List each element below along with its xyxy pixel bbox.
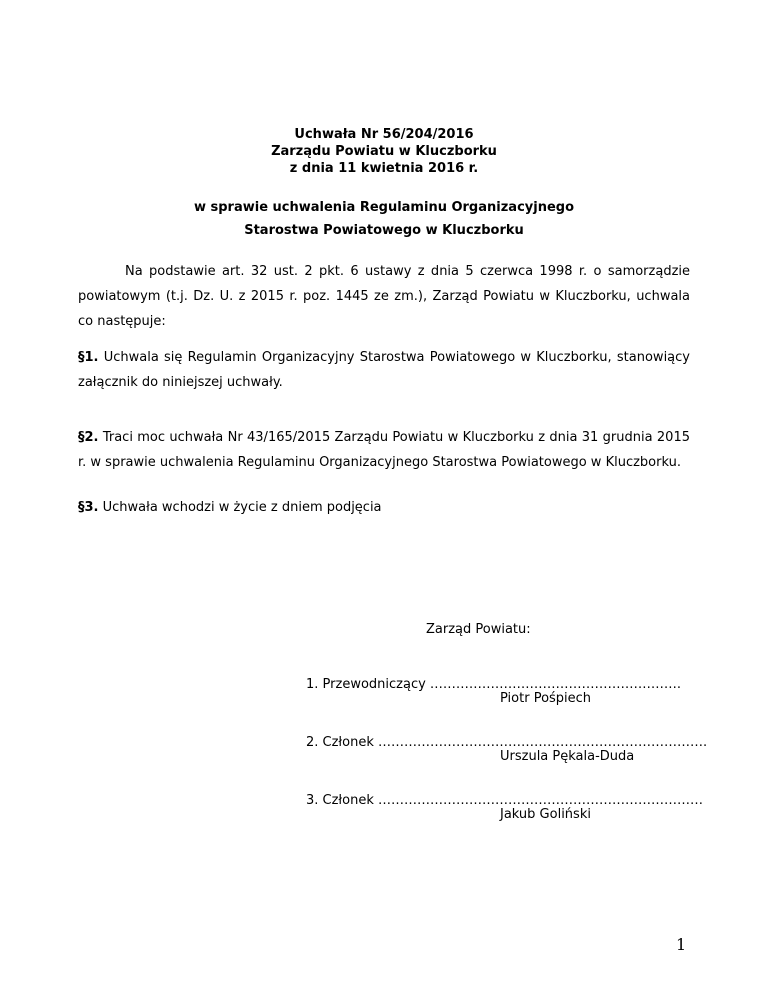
section-1-mark: §1. <box>78 350 99 365</box>
section-1 <box>78 345 690 395</box>
resolution-number: Uchwała Nr 56/204/2016 <box>294 127 474 142</box>
issuing-body: Zarządu Powiatu w Kluczborku <box>271 144 497 159</box>
member-2-name: Urszula Pękala-Duda <box>500 749 635 764</box>
section-2-mark: §2. <box>78 430 99 445</box>
section-2 <box>78 425 690 475</box>
resolution-date: z dnia 11 kwietnia 2016 r. <box>289 161 479 176</box>
member-2-role: 2. Członek …………………………………………………………………. <box>306 735 708 750</box>
board-heading: Zarząd Powiatu: <box>426 622 531 637</box>
page-number: 1 <box>676 935 687 954</box>
section-2-text: Traci moc uchwała Nr 43/165/2015 Zarządu Powiatu w Kluczborku z dnia 31 grudnia 2015 r. w sprawie uchwalenia Regulaminu Organizacyjnego Starostwa Powiatowego w Kluczborku. <box>78 430 690 470</box>
section-3 <box>78 495 690 520</box>
member-1-name: Piotr Pośpiech <box>500 691 592 706</box>
subject-line-1: w sprawie uchwalenia Regulaminu Organizacyjnego <box>193 200 575 215</box>
preamble-paragraph: Na podstawie art. 32 ust. 2 pkt. 6 ustawy z dnia 5 czerwca 1998 r. o samorządzie powiatowym (t.j. Dz. U. z 2015 r. poz. 1445 ze zm.), Zarząd Powiatu w Kluczborku, uchwala co następuje: <box>78 264 690 329</box>
section-1-text: Uchwala się Regulamin Organizacyjny Starostwa Powiatowego w Kluczborku, stanowiący załącznik do niniejszej uchwały. <box>78 350 690 390</box>
member-3-role: 3. Członek ………………………………………………………………… <box>306 793 703 808</box>
member-3-name: Jakub Goliński <box>500 807 591 822</box>
member-1-role: 1. Przewodniczący …………………………………………………. <box>306 677 682 692</box>
section-3-mark: §3. <box>78 500 99 515</box>
section-3-text: Uchwała wchodzi w życie z dniem podjęcia <box>102 500 382 515</box>
subject-line-2: Starostwa Powiatowego w Kluczborku <box>244 223 524 238</box>
